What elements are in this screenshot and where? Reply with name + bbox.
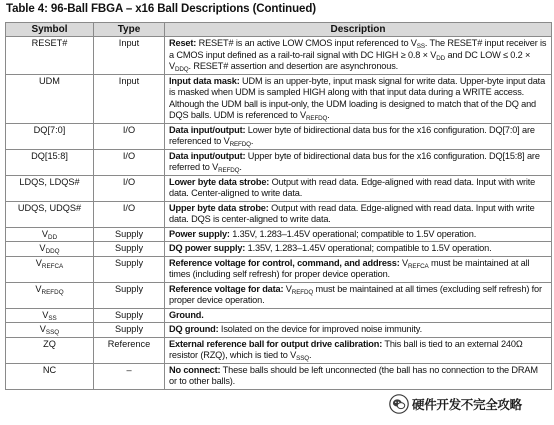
header-type: Type [94,23,165,37]
subscript-text: DD [436,54,446,62]
description-term: Ground. [169,309,204,320]
text-run: must be maintained at all times (including self refresh) for proper device operation. [169,257,530,279]
text-run: V [35,283,42,294]
text-run: UDM [39,75,60,86]
text-run: V [41,228,49,239]
description-term: Data input/output: [169,124,246,135]
text-run: DQ[7:0] [33,124,66,135]
table-row [6,149,552,175]
text-run: LDQS, LDQS# [19,176,80,187]
symbol-cell [6,201,94,227]
ball-description-table [5,22,552,390]
subscript-text: SS [416,43,425,50]
text-run: V [42,309,49,320]
type-cell: Supply [94,227,165,242]
text-run: V [39,324,46,334]
subscript-text: REFDQ [291,288,314,296]
subscript-text: DD [48,233,58,241]
text-run: RESET# [31,38,68,48]
text-run: V [283,283,292,294]
symbol-cell [6,227,94,242]
description-cell [165,227,552,242]
type-cell: Supply [94,282,165,308]
type-cell: Input [94,74,165,123]
text-run: 1.35V, 1.283–1.45V operational; compatible to 1.5V operation. [245,243,492,253]
text-run: 1.35V, 1.283–1.45V operational; compatible to 1.5V operation. [229,228,477,239]
symbol-cell [6,308,94,323]
description-term: Reset: [169,38,197,48]
header-description: Description [165,23,552,37]
type-cell: Supply [94,242,165,257]
description-cell [165,123,552,149]
text-run: . [250,136,254,146]
subscript-text: REFCA [41,262,64,270]
text-run: This ball is tied to an external 240Ω resistor (RZQ), which is tied to V [169,338,523,360]
subscript-text: DDQ [174,66,189,73]
description-term: External reference ball for output drive calibration: [169,338,383,349]
type-cell: Supply [94,308,165,323]
text-run: NC [42,364,57,375]
symbol-cell [6,256,94,282]
description-term: DQ power supply: [169,243,246,253]
table-row [6,363,552,389]
description-cell [165,282,552,308]
text-run: . The RESET# input receiver is a CMOS input defined as a rail-to-rail signal with DC HIGH ≥ 0.8 × V [169,38,547,60]
table-row [6,282,552,308]
type-cell: Input [94,37,165,75]
subscript-text: DDQ [45,248,60,255]
table-caption: Table 4: 96-Ball FBGA – x16 Ball Descriptions (Continued) [6,3,316,15]
type-cell: Reference [94,337,165,363]
text-run: Output with read data. Edge-aligned with read data. Input with write data. DQS is center-aligned to write data. [169,202,535,224]
type-cell: – [94,363,165,389]
text-run: Lower byte of bidirectional data bus for the x16 configuration. DQ[7:0] are referenced to V [169,124,535,146]
type-cell: I/O [94,123,165,149]
text-run: . [327,110,330,120]
table-row [6,323,552,338]
type-cell: Supply [94,256,165,282]
text-run: RESET# is an active LOW CMOS input referenced to V [196,38,417,48]
subscript-text: SSQ [45,329,60,336]
table-row [6,175,552,201]
text-run: Output with read data. Edge-aligned with read data. Input with write data. Center-aligned to write data. [169,176,536,198]
description-cell [165,37,552,75]
type-cell: I/O [94,149,165,175]
description-cell [165,363,552,389]
table-row [6,123,552,149]
text-run: Upper byte of bidirectional data bus for the x16 configuration. DQ[15:8] are referred to V [169,150,540,172]
subscript-text: REFDQ [306,115,328,122]
table-row [6,256,552,282]
table-header-row [6,23,552,37]
table-row [6,37,552,75]
text-run: and DC LOW ≤ 0.2 × V [169,49,531,71]
description-cell [165,242,552,257]
description-term: DQ ground: [169,324,219,334]
description-cell [165,74,552,123]
text-run: DQ[15:8] [31,150,68,161]
symbol-cell [6,337,94,363]
type-cell: Supply [94,323,165,338]
symbol-cell [6,123,94,149]
description-cell [165,337,552,363]
text-run: Isolated on the device for improved noise immunity. [218,324,422,334]
description-term: Input data mask: [169,75,240,86]
watermark-text: 硬件开发不完全攻略 [412,397,522,412]
text-run: . [239,162,242,172]
symbol-cell [6,242,94,257]
description-term: Reference voltage for control, command, and address: [169,257,400,268]
text-run: ZQ [43,338,56,349]
description-term: Upper byte data strobe: [169,202,269,213]
symbol-cell [6,175,94,201]
table-row [6,242,552,257]
text-run: UDQS, UDQS# [17,202,82,213]
symbol-cell [6,363,94,389]
symbol-cell [6,37,94,75]
text-run: UDM is an upper-byte, input mask signal for write data. Upper-byte input data is masked when UDM is sampled HIGH along with that input data during a WRITE access. Although the UDM ball is input-only, the UDM loading is designed to match that of the DQ and DQS balls. UDM is referenced to V [169,75,546,120]
table-row [6,74,552,123]
symbol-cell [6,323,94,338]
table-row [6,227,552,242]
subscript-text: SS [48,314,57,322]
header-symbol: Symbol [6,23,94,37]
description-cell [165,256,552,282]
description-term: Reference voltage for data: [169,283,284,294]
subscript-text: REFDQ [41,288,64,296]
watermark [389,393,553,415]
subscript-text: REFDQ [218,167,240,174]
description-cell [165,149,552,175]
subscript-text: REFDQ [229,141,251,148]
symbol-cell [6,74,94,123]
type-cell: I/O [94,201,165,227]
symbol-cell [6,149,94,175]
text-run: These balls should be left unconnected (the ball has no connection to the DRAM or to other balls). [169,364,538,386]
description-term: No connect: [169,364,221,375]
description-cell [165,308,552,323]
type-cell: I/O [94,175,165,201]
text-run: V [35,257,42,268]
subscript-text: SSQ [296,355,309,362]
description-cell [165,175,552,201]
description-term: Power supply: [169,228,230,239]
wechat-logo-icon [389,394,409,414]
text-run: V [39,243,46,253]
table-row [6,201,552,227]
table-row [6,337,552,363]
text-run: . RESET# assertion and desertion are asynchronous. [188,61,399,71]
symbol-cell [6,282,94,308]
description-term: Lower byte data strobe: [169,176,270,187]
table-row [6,308,552,323]
description-cell [165,323,552,338]
subscript-text: REFCA [408,262,429,270]
text-run: . [309,350,312,360]
description-term: Data input/output: [169,150,246,161]
text-run: V [399,257,409,268]
description-cell [165,201,552,227]
text-run: must be maintained at all times (excluding self refresh) for proper device operation. [169,283,542,305]
